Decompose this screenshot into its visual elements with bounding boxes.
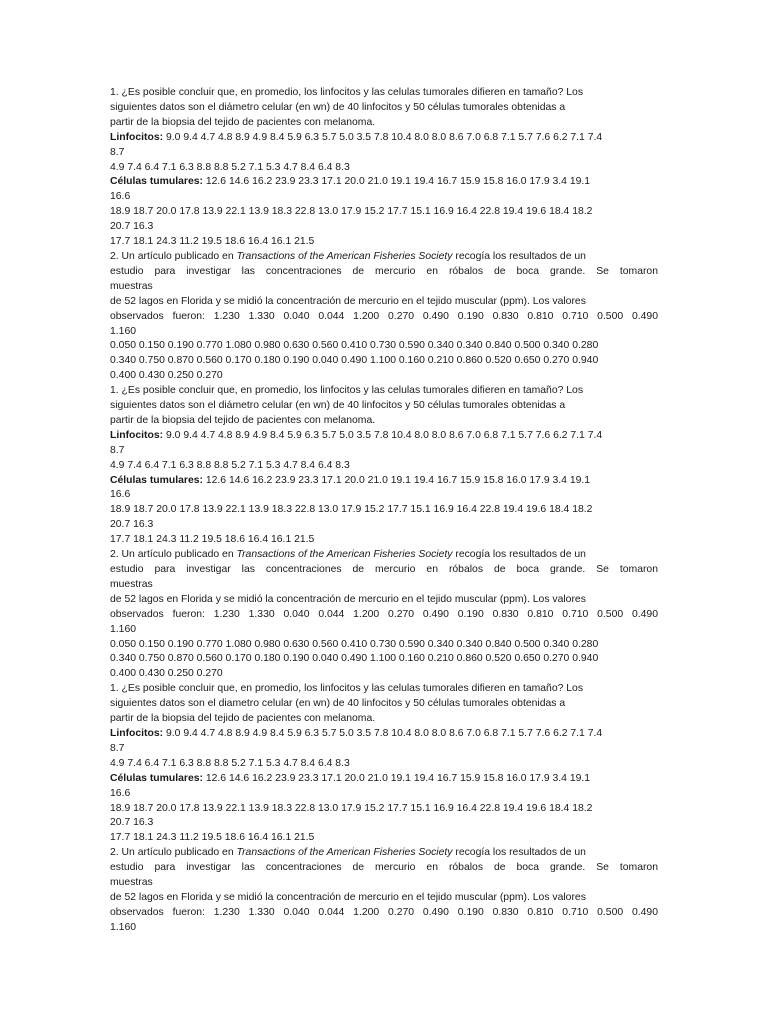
- question-1-block: [110, 384, 658, 548]
- q2-line-6: 1.160: [110, 325, 137, 337]
- celulas-line-1: [110, 474, 658, 489]
- q2-line-9: 0.400 0.430 0.250 0.270: [110, 370, 223, 382]
- linfocitos-line-3: 4.9 7.4 6.4 7.1 6.3 8.8 8.8 5.2 7.1 5.3 4.7 8.4 6.4 8.3: [110, 459, 350, 471]
- linfocitos-line-2: 8.7: [110, 146, 125, 158]
- q2-line-3: muestras: [110, 578, 153, 590]
- celulas-values-1: 12.6 14.6 16.2 23.9 23.3 17.1 20.0 21.0 19.1 19.4 16.7 15.9 15.8 16.0 17.9 3.4 19.1: [202, 176, 591, 188]
- q1-line-3: partir de la biopsia del tejido de pacientes con melanoma.: [110, 116, 376, 128]
- linfocitos-label: Linfocitos:: [110, 131, 164, 143]
- document-page: [110, 86, 658, 936]
- linfocitos-values-1: 9.0 9.4 4.7 4.8 8.9 4.9 8.4 5.9 6.3 5.7 5.0 3.5 7.8 10.4 8.0 8.0 8.6 7.0 6.8 7.1 5.7 7.6 6.2 7.1 7.4: [163, 727, 603, 739]
- q2-line-5: observados fueron: 1.230 1.330 0.040 0.044 1.200 0.270 0.490 0.190 0.830 0.810 0.710 0.500 0.490: [110, 906, 658, 918]
- celulas-line-3: 18.9 18.7 20.0 17.8 13.9 22.1 13.9 18.3 22.8 13.0 17.9 15.2 17.7 15.1 16.9 16.4 22.8 19.4 19.6 18.4 18.2: [110, 206, 593, 218]
- q1-line-2: siguientes datos son el diámetro celular (en wn) de 40 linfocitos y 50 células tumorales obtenidas a: [110, 400, 566, 412]
- q1-line-1: 1. ¿Es posible concluir que, en promedio, los linfocitos y las celulas tumorales difieren en tamaño? Los: [110, 385, 584, 397]
- linfocitos-line-1: [110, 131, 658, 146]
- q2-line-1-tail: recogía los resultados de un: [452, 549, 586, 561]
- q2-line-1-text: 2. Un artículo publicado en: [110, 250, 237, 262]
- celulas-line-1: [110, 175, 658, 190]
- celulas-values-1: 12.6 14.6 16.2 23.9 23.3 17.1 20.0 21.0 19.1 19.4 16.7 15.9 15.8 16.0 17.9 3.4 19.1: [202, 474, 591, 486]
- q2-line-8: 0.340 0.750 0.870 0.560 0.170 0.180 0.190 0.040 0.490 1.100 0.160 0.210 0.860 0.520 0.650 0.270 0.940: [110, 653, 599, 665]
- celulas-line-1: [110, 772, 658, 787]
- celulas-label: Células tumulares:: [110, 772, 203, 784]
- q2-line-6: 1.160: [110, 921, 137, 933]
- linfocitos-line-3: 4.9 7.4 6.4 7.1 6.3 8.8 8.8 5.2 7.1 5.3 4.7 8.4 6.4 8.3: [110, 757, 350, 769]
- journal-title: Transactions of the American Fisheries Society: [236, 549, 453, 561]
- q1-line-2: siguientes datos son el diametro celular (en wn) de 40 linfocitos y 50 células tumorales obtenidas a: [110, 698, 566, 710]
- q2-line-1: [110, 846, 658, 861]
- question-1-block: [110, 682, 658, 846]
- q2-line-3: muestras: [110, 877, 153, 889]
- linfocitos-line-2: 8.7: [110, 742, 125, 754]
- q2-line-5: observados fueron: 1.230 1.330 0.040 0.044 1.200 0.270 0.490 0.190 0.830 0.810 0.710 0.500 0.490: [110, 608, 658, 620]
- q1-line-3: partir de la biopsia del tejido de pacientes con melanoma.: [110, 414, 376, 426]
- linfocitos-line-2: 8.7: [110, 444, 125, 456]
- q2-line-1: [110, 250, 658, 265]
- celulas-line-4: 20.7 16.3: [110, 221, 154, 233]
- celulas-line-2: 16.6: [110, 787, 131, 799]
- q2-line-4: de 52 lagos en Florida y se midió la concentración de mercurio en el tejido muscular (ppm). Los valores: [110, 891, 586, 903]
- q1-line-1: 1. ¿Es posible concluir que, en promedio, los linfocitos y las celulas tumorales difieren en tamaño? Los: [110, 87, 584, 98]
- question-1-block: [110, 86, 658, 250]
- question-2-block: [110, 846, 658, 935]
- celulas-values-1: 12.6 14.6 16.2 23.9 23.3 17.1 20.0 21.0 19.1 19.4 16.7 15.9 15.8 16.0 17.9 3.4 19.1: [202, 772, 591, 784]
- celulas-line-3: 18.9 18.7 20.0 17.8 13.9 22.1 13.9 18.3 22.8 13.0 17.9 15.2 17.7 15.1 16.9 16.4 22.8 19.4 19.6 18.4 18.2: [110, 504, 593, 516]
- linfocitos-line-1: [110, 429, 658, 444]
- celulas-line-5: 17.7 18.1 24.3 11.2 19.5 18.6 16.4 16.1 21.5: [110, 832, 315, 844]
- q2-line-6: 1.160: [110, 623, 137, 635]
- celulas-line-2: 16.6: [110, 191, 131, 203]
- celulas-line-5: 17.7 18.1 24.3 11.2 19.5 18.6 16.4 16.1 21.5: [110, 534, 315, 546]
- journal-title: Transactions of the American Fisheries Society: [236, 250, 453, 262]
- q1-line-1: 1. ¿Es posible concluir que, en promedio, los linfocitos y las celulas tumorales difieren en tamaño? Los: [110, 683, 584, 695]
- q2-line-7: 0.050 0.150 0.190 0.770 1.080 0.980 0.630 0.560 0.410 0.730 0.590 0.340 0.340 0.840 0.500 0.340 0.280: [110, 340, 599, 352]
- q2-line-5: observados fueron: 1.230 1.330 0.040 0.044 1.200 0.270 0.490 0.190 0.830 0.810 0.710 0.500 0.490: [110, 310, 658, 322]
- celulas-line-2: 16.6: [110, 489, 131, 501]
- q2-line-2: estudio para investigar las concentraciones de mercurio en róbalos de boca grande. Se tomaron: [110, 862, 658, 874]
- q2-line-4: de 52 lagos en Florida y se midió la concentración de mercurio en el tejido muscular (ppm). Los valores: [110, 295, 586, 307]
- q2-line-2: estudio para investigar las concentraciones de mercurio en róbalos de boca grande. Se tomaron: [110, 564, 658, 575]
- celulas-line-4: 20.7 16.3: [110, 817, 154, 829]
- q2-line-1-tail: recogía los resultados de un: [452, 250, 586, 262]
- celulas-line-3: 18.9 18.7 20.0 17.8 13.9 22.1 13.9 18.3 22.8 13.0 17.9 15.2 17.7 15.1 16.9 16.4 22.8 19.4 19.6 18.4 18.2: [110, 802, 593, 814]
- q1-line-3: partir de la biopsia del tejido de pacientes con melanoma.: [110, 713, 376, 725]
- journal-title: Transactions of the American Fisheries Society: [236, 847, 453, 859]
- q2-line-4: de 52 lagos en Florida y se midió la concentración de mercurio en el tejido muscular (ppm). Los valores: [110, 593, 586, 605]
- linfocitos-label: Linfocitos:: [110, 727, 164, 739]
- celulas-line-5: 17.7 18.1 24.3 11.2 19.5 18.6 16.4 16.1 21.5: [110, 236, 315, 248]
- linfocitos-values-1: 9.0 9.4 4.7 4.8 8.9 4.9 8.4 5.9 6.3 5.7 5.0 3.5 7.8 10.4 8.0 8.0 8.6 7.0 6.8 7.1 5.7 7.6 6.2 7.1 7.4: [163, 429, 603, 441]
- celulas-label: Células tumulares:: [110, 474, 203, 486]
- q2-line-2: estudio para investigar las concentraciones de mercurio en róbalos de boca grande. Se tomaron: [110, 265, 658, 277]
- q2-line-3: muestras: [110, 280, 153, 292]
- q2-line-8: 0.340 0.750 0.870 0.560 0.170 0.180 0.190 0.040 0.490 1.100 0.160 0.210 0.860 0.520 0.650 0.270 0.940: [110, 355, 599, 367]
- q2-line-1-tail: recogía los resultados de un: [452, 847, 586, 859]
- celulas-line-4: 20.7 16.3: [110, 519, 154, 531]
- question-2-block: [110, 548, 658, 682]
- celulas-label: Células tumulares:: [110, 176, 203, 188]
- linfocitos-values-1: 9.0 9.4 4.7 4.8 8.9 4.9 8.4 5.9 6.3 5.7 5.0 3.5 7.8 10.4 8.0 8.0 8.6 7.0 6.8 7.1 5.7 7.6 6.2 7.1 7.4: [163, 131, 603, 143]
- question-2-block: [110, 250, 658, 384]
- q2-line-1-text: 2. Un artículo publicado en: [110, 549, 237, 561]
- linfocitos-line-1: [110, 727, 658, 742]
- q2-line-7: 0.050 0.150 0.190 0.770 1.080 0.980 0.630 0.560 0.410 0.730 0.590 0.340 0.340 0.840 0.500 0.340 0.280: [110, 638, 599, 650]
- linfocitos-line-3: 4.9 7.4 6.4 7.1 6.3 8.8 8.8 5.2 7.1 5.3 4.7 8.4 6.4 8.3: [110, 161, 350, 173]
- q2-line-1: [110, 548, 658, 563]
- linfocitos-label: Linfocitos:: [110, 429, 164, 441]
- q2-line-9: 0.400 0.430 0.250 0.270: [110, 668, 223, 680]
- q1-line-2: siguientes datos son el diámetro celular (en wn) de 40 linfocitos y 50 células tumorales obtenidas a: [110, 101, 566, 113]
- q2-line-1-text: 2. Un artículo publicado en: [110, 847, 237, 859]
